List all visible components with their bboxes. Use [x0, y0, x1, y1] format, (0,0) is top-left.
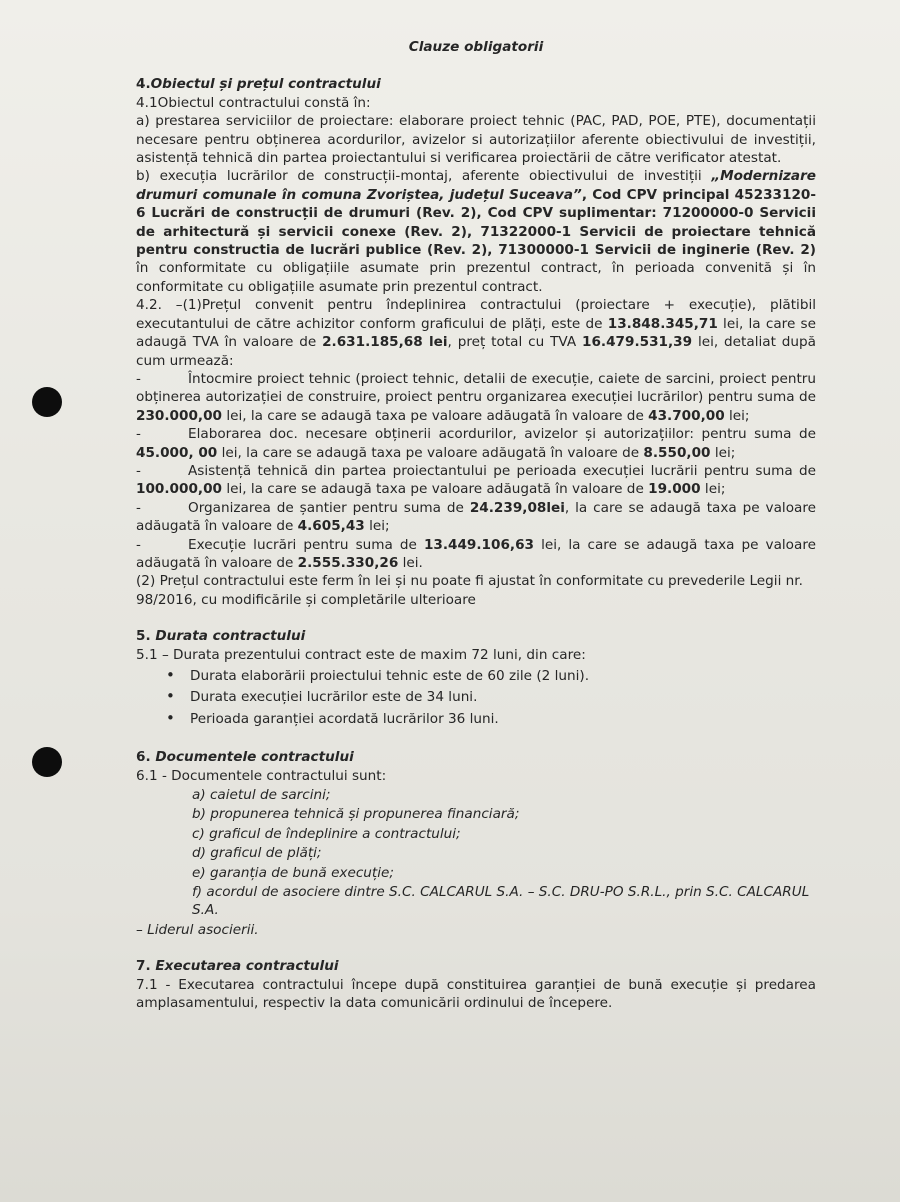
list-item: c) graficul de îndeplinire a contractului; — [192, 825, 461, 842]
section-number: 5. — [136, 628, 156, 645]
text-span: lei; — [700, 481, 726, 498]
item-amount: 100.000,00 — [136, 481, 222, 498]
section-title: Documentele contractului — [155, 749, 354, 766]
price-item — [136, 462, 816, 499]
text-span: lei, la care se adaugă taxa pe valoare adăugată în valoare de — [136, 536, 816, 571]
text-span: Execuție lucrări pentru suma de — [188, 536, 424, 553]
item-vat: 2.555.330,26 — [297, 554, 399, 571]
list-item: • Durata elaborării proiectului tehnic este de 60 zile (2 luni). — [166, 666, 816, 685]
price-item — [136, 425, 816, 462]
list-item: e) garanția de bună execuție; — [192, 864, 394, 881]
text-span: , la care se adaugă taxa pe valoare adăugată în valoare de — [136, 499, 817, 535]
text-span: b) execuția lucrărilor de construcții-montaj, aferente obiectivului de investiții — [136, 168, 712, 185]
list-item: • Perioada garanției acordată lucrărilor 36 luni. — [166, 709, 816, 728]
price-item — [136, 370, 816, 425]
section-number: 7. — [136, 958, 156, 975]
section-number: 6. — [136, 749, 156, 766]
clause-4-1-intro: 4.1Obiectul contractului constă în: — [136, 94, 371, 111]
price-item — [136, 536, 816, 573]
association-leader: – Liderul asocierii. — [136, 921, 259, 938]
text-span: în conformitate cu obligațiile asumate prin prezentul contract, în perioada convenită și în conformitate cu obligațiile asumate prin prezentul contract. — [136, 260, 816, 295]
spacer — [136, 609, 816, 627]
item-vat: 4.605,43 — [297, 518, 365, 535]
text-span: Asistență tehnică din partea proiectantului pe perioada execuției lucrării pentru suma de — [188, 462, 816, 479]
total-amount: 16.479.531,39 — [582, 334, 693, 351]
text-span: Organizarea de șantier pentru suma de — [188, 499, 470, 516]
text-span: Întocmire proiect tehnic (proiect tehnic, detalii de execuție, caiete de sarcini, proiect pentru obținerea autorizației de construire, proiect pentru organizarea execuției lucrărilor) pentru suma de — [136, 370, 816, 406]
page-title: Clauze obligatorii — [408, 39, 544, 55]
item-vat: 43.700,00 — [648, 407, 725, 424]
section-5-heading — [136, 627, 816, 645]
item-amount: 230.000,00 — [136, 407, 222, 424]
section-number: 4. — [136, 76, 151, 93]
price-item — [136, 499, 816, 536]
list-item: a) caietul de sarcini; — [192, 787, 331, 804]
dash-marker: - — [136, 462, 141, 479]
list-item: d) graficul de plăți; — [192, 845, 322, 862]
dash-marker: - — [136, 499, 141, 516]
text-span: lei, detaliat după cum urmează: — [136, 334, 816, 369]
text-span: lei; — [710, 444, 736, 461]
section-title: Executarea contractului — [155, 958, 339, 975]
list-item: • Durata execuției lucrărilor este de 34 luni. — [166, 687, 816, 706]
clause-4-1-b — [136, 167, 816, 296]
dash-marker: - — [136, 370, 141, 387]
text-span: lei, la care se adaugă taxa pe valoare adăugată în valoare de — [222, 407, 649, 424]
vat-amount: 2.631.185,68 lei — [322, 334, 448, 351]
section-title: Obiectul și prețul contractului — [150, 76, 381, 93]
punch-hole — [32, 387, 62, 417]
text-span: , preț total cu TVA — [447, 334, 582, 351]
text-span: lei, la care se adaugă taxa pe valoare adăugată în valoare de — [217, 444, 644, 461]
dash-marker: - — [136, 536, 141, 553]
item-vat: 8.550,00 — [643, 444, 711, 461]
list-item: f) acordul de asociere dintre S.C. CALCARUL S.A. – S.C. DRU-PO S.R.L., prin S.C. CALCARUL S.A. — [192, 884, 810, 919]
item-amount: 24.239,08lei — [469, 499, 565, 516]
item-amount: 13.449.106,63 — [423, 536, 535, 553]
clause-5-1-intro: 5.1 – Durata prezentului contract este de maxim 72 luni, din care: — [136, 646, 586, 663]
documents-list — [136, 786, 816, 920]
duration-list — [136, 666, 816, 728]
item-vat: 19.000 — [648, 481, 701, 498]
punch-hole — [32, 747, 62, 777]
text-span: lei, la care se adaugă TVA în valoare de — [136, 315, 816, 351]
text-span: lei; — [364, 518, 390, 535]
price-amount: 13.848.345,71 — [607, 315, 718, 332]
section-title: Durata contractului — [155, 628, 306, 645]
text-span: 4.2. –(1)Prețul convenit pentru îndeplinirea contractului (proiectare + execuție), plătibil executantului de către achizitor conform graficului de plăți, este de — [136, 297, 816, 332]
item-amount: 45.000, 00 — [136, 444, 218, 461]
clause-6-1-intro: 6.1 - Documentele contractului sunt: — [136, 767, 387, 784]
clause-4-2-price — [136, 296, 816, 370]
project-name: „Modernizare drumuri comunale în comuna Zvoriștea, județul Suceava” — [136, 168, 816, 203]
document-body — [136, 38, 816, 1013]
section-4-heading — [136, 75, 816, 93]
text-span: lei. — [398, 554, 423, 571]
spacer — [136, 730, 816, 748]
text-span: lei, la care se adaugă taxa pe valoare adăugată în valoare de — [222, 481, 649, 498]
clause-4-1-a: a) prestarea serviciilor de proiectare: elaborare proiect tehnic (PAC, PAD, POE, PTE), documentații necesare pentru obținerea acordurilor, avizelor si autorizațiilor aferente obiectivului de investiții, asistență tehnică din partea proiectantului si verificarea proiectării de către verificator atestat. — [136, 113, 816, 167]
section-7-heading — [136, 957, 816, 975]
cpv-codes: , Cod CPV principal 45233120-6 Lucrări de construcții de drumuri (Rev. 2), Cod CPV suplimentar: 71200000-0 Servicii de arhitectură și servicii conexe (Rev. 2), 71322000-1 Servicii de proiectare tehnică pentru constructia de lucrări publice (Rev. 2), 71300000-1 Servicii de inginerie (Rev. 2) — [136, 186, 816, 259]
list-item: b) propunerea tehnică și propunerea financiară; — [192, 806, 520, 823]
section-6-heading — [136, 748, 816, 766]
text-span: lei; — [724, 407, 750, 424]
clause-7-1: 7.1 - Executarea contractului începe după constituirea garanției de bună execuție și predarea amplasamentului, respectiv la data comunicării ordinului de începere. — [136, 976, 816, 1012]
text-span: Elaborarea doc. necesare obținerii acordurilor, avizelor și autorizațiilor: pentru suma de — [188, 426, 816, 443]
clause-4-2-para-2: (2) Prețul contractului este ferm în lei și nu poate fi ajustat în conformitate cu prevederile Legii nr. 98/2016, cu modificările și completările ulterioare — [136, 573, 803, 608]
dash-marker: - — [136, 426, 141, 443]
spacer — [136, 939, 816, 957]
